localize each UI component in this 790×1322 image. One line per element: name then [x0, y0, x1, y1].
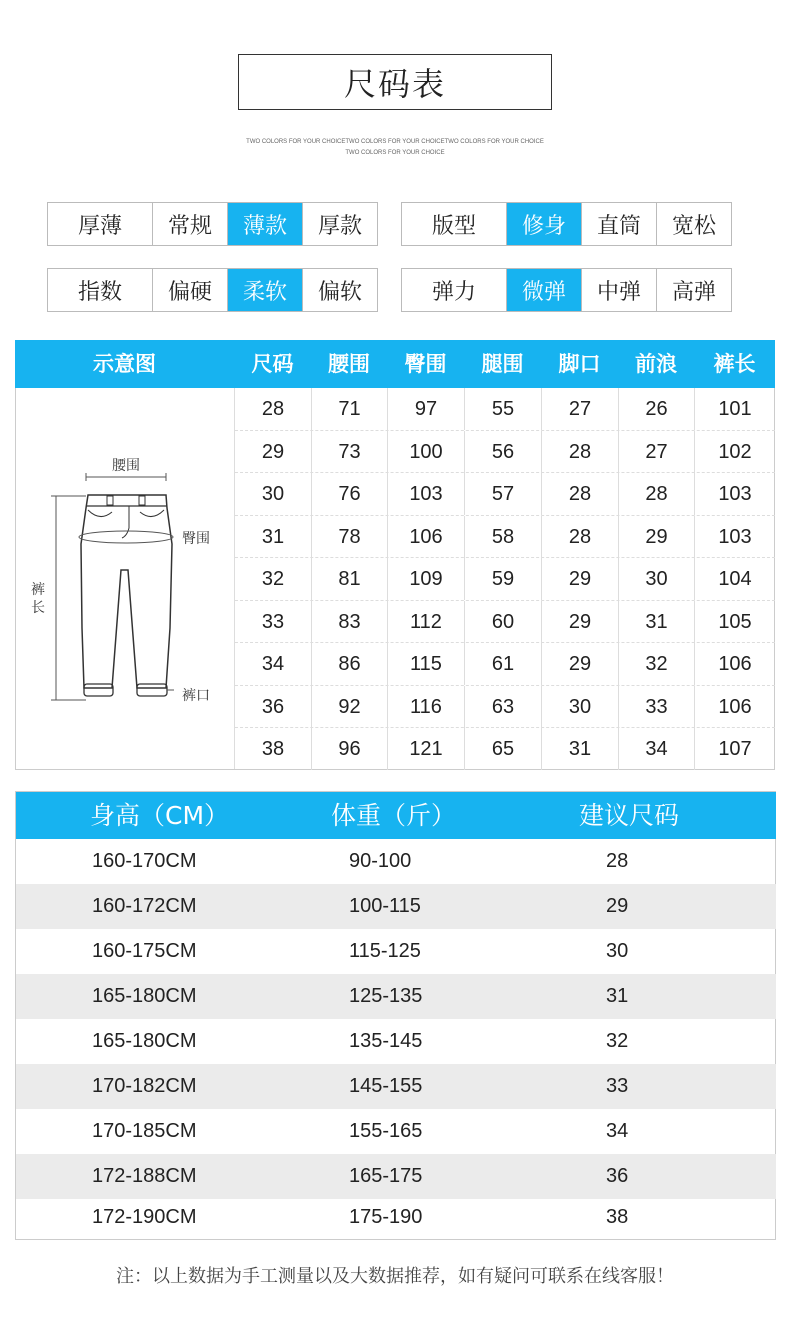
- header-hem: 脚口: [558, 352, 601, 376]
- cell-weight: 100-115: [349, 895, 421, 917]
- cell-hip: 115: [388, 643, 465, 685]
- cell-hip: 112: [388, 601, 465, 643]
- cell-weight: 135-145: [349, 1030, 423, 1052]
- cell-waist: 81: [312, 558, 388, 600]
- cell-weight: 115-125: [349, 940, 421, 962]
- hem-label: 裤口: [182, 688, 210, 704]
- cell-weight: 155-165: [349, 1120, 423, 1142]
- header-recommended-size: 建议尺码: [579, 801, 680, 830]
- disclaimer-note: 注：以上数据为手工测量以及大数据推荐，如有疑问可联系在线客服！: [116, 1266, 674, 1287]
- cell-waist: 76: [312, 473, 388, 515]
- cell-hip: 116: [388, 686, 465, 728]
- cell-size: 28: [606, 850, 629, 872]
- header-thigh: 腿围: [481, 352, 524, 376]
- cell-length: 104: [718, 568, 752, 590]
- option-stiff[interactable]: 偏硬: [152, 269, 227, 311]
- cell-hem: 29: [542, 643, 619, 685]
- option-thin[interactable]: 薄款: [227, 203, 302, 245]
- cell-height: 160-170CM: [92, 850, 197, 872]
- table-row: [235, 388, 775, 431]
- cell-size: 34: [235, 643, 312, 685]
- attribute-softness: [47, 268, 378, 312]
- waist-label: 腰围: [112, 458, 140, 474]
- cell-height: 165-180CM: [92, 1030, 197, 1052]
- length-label-2: 长: [31, 600, 45, 616]
- cell-waist: 96: [312, 728, 388, 770]
- cell-size: 34: [606, 1120, 629, 1142]
- table-row: [16, 839, 776, 884]
- table-row: [16, 884, 776, 929]
- cell-thigh: 56: [465, 431, 542, 473]
- cell-size: 38: [235, 728, 312, 770]
- table-row: [16, 929, 776, 974]
- cell-waist: 71: [312, 388, 388, 430]
- cell-rise: 29: [619, 516, 695, 558]
- attribute-label: 弹力: [431, 279, 476, 305]
- cell-rise: 28: [619, 473, 695, 515]
- cell-size: 31: [235, 516, 312, 558]
- table-row: [235, 643, 775, 686]
- option-high-stretch[interactable]: 高弹: [656, 269, 731, 311]
- table-row: [235, 558, 775, 601]
- cell-weight: 125-135: [349, 985, 423, 1007]
- header-height: 身高（CM）: [90, 801, 230, 830]
- table-row: [235, 516, 775, 559]
- header-length: 裤长: [713, 352, 756, 376]
- attribute-label: 版型: [431, 213, 476, 239]
- cell-rise: 30: [619, 558, 695, 600]
- cell-length: 105: [718, 610, 752, 633]
- cell-size: 33: [606, 1075, 629, 1097]
- cell-hip: 103: [388, 473, 465, 515]
- cell-hem: 31: [542, 728, 619, 770]
- subtitle-line-2: TWO COLORS FOR YOUR CHOICE: [345, 150, 445, 156]
- cell-size: 30: [235, 473, 312, 515]
- size-table-body: [15, 388, 775, 770]
- cell-hem: 28: [542, 431, 619, 473]
- size-table: [15, 340, 775, 770]
- cell-hem: 27: [542, 388, 619, 430]
- cell-height: 172-190CM: [92, 1206, 197, 1228]
- table-row: [16, 1064, 776, 1109]
- attribute-label: 厚薄: [77, 213, 122, 239]
- cell-length: 107: [718, 738, 752, 760]
- subtitle-line-1: TWO COLORS FOR YOUR CHOICETWO COLORS FOR YOUR CHOICETWO COLORS FOR YOUR CHOICE: [246, 139, 544, 145]
- cell-hem: 29: [542, 558, 619, 600]
- cell-size: 32: [235, 558, 312, 600]
- option-softer[interactable]: 偏软: [302, 269, 377, 311]
- cell-waist: 83: [312, 601, 388, 643]
- table-row: [235, 601, 775, 644]
- cell-height: 160-175CM: [92, 940, 197, 962]
- recommendation-table: [15, 791, 776, 1240]
- table-row: [16, 1195, 776, 1240]
- cell-hip: 97: [388, 388, 465, 430]
- cell-size: 28: [235, 388, 312, 430]
- attribute-thickness: [47, 202, 378, 246]
- cell-hem: 28: [542, 473, 619, 515]
- cell-length: 103: [718, 483, 752, 505]
- option-soft[interactable]: 柔软: [227, 269, 302, 311]
- cell-waist: 78: [312, 516, 388, 558]
- cell-rise: 27: [619, 431, 695, 473]
- cell-size: 36: [606, 1165, 629, 1187]
- table-row: [16, 1019, 776, 1064]
- cell-thigh: 61: [465, 643, 542, 685]
- table-row: [235, 431, 775, 474]
- cell-height: 172-188CM: [92, 1165, 197, 1187]
- attribute-label: 指数: [77, 279, 122, 305]
- cell-thigh: 55: [465, 388, 542, 430]
- cell-weight: 175-190: [349, 1206, 423, 1228]
- cell-rise: 26: [619, 388, 695, 430]
- cell-length: 106: [718, 695, 752, 718]
- page-title: 尺码表: [238, 54, 552, 110]
- cell-waist: 92: [312, 686, 388, 728]
- cell-hem: 30: [542, 686, 619, 728]
- option-slim[interactable]: 修身: [506, 203, 581, 245]
- table-row: [235, 473, 775, 516]
- cell-thigh: 60: [465, 601, 542, 643]
- attribute-fit: [401, 202, 732, 246]
- cell-size: 32: [606, 1030, 629, 1052]
- header-rise: 前浪: [635, 352, 677, 376]
- cell-hip: 121: [388, 728, 465, 770]
- table-row: [235, 728, 775, 771]
- cell-hip: 106: [388, 516, 465, 558]
- pants-diagram: [16, 388, 235, 769]
- cell-size: 31: [606, 985, 629, 1007]
- cell-rise: 34: [619, 728, 695, 770]
- cell-length: 106: [718, 653, 752, 675]
- cell-weight: 90-100: [349, 850, 412, 872]
- size-table-header: [15, 340, 775, 388]
- cell-rise: 31: [619, 601, 695, 643]
- cell-rise: 33: [619, 686, 695, 728]
- cell-height: 160-172CM: [92, 895, 197, 917]
- cell-rise: 32: [619, 643, 695, 685]
- option-slight-stretch[interactable]: 微弹: [506, 269, 581, 311]
- hip-label: 臀围: [182, 531, 210, 547]
- cell-size: 33: [235, 601, 312, 643]
- cell-hip: 109: [388, 558, 465, 600]
- header-weight: 体重（斤）: [331, 801, 457, 830]
- table-row: [16, 1109, 776, 1154]
- cell-height: 170-185CM: [92, 1120, 197, 1142]
- option-medium-stretch[interactable]: 中弹: [581, 269, 656, 311]
- cell-size: 29: [235, 431, 312, 473]
- cell-thigh: 58: [465, 516, 542, 558]
- option-thick[interactable]: 厚款: [302, 203, 377, 245]
- attribute-stretch: [401, 268, 732, 312]
- cell-size: 29: [606, 895, 629, 917]
- length-label-1: 裤: [31, 582, 45, 598]
- cell-waist: 86: [312, 643, 388, 685]
- header-diagram: 示意图: [93, 352, 156, 376]
- cell-weight: 165-175: [349, 1165, 423, 1187]
- cell-thigh: 65: [465, 728, 542, 770]
- cell-weight: 145-155: [349, 1075, 423, 1097]
- cell-height: 165-180CM: [92, 985, 197, 1007]
- option-regular[interactable]: 常规: [152, 203, 227, 245]
- header-waist: 腰围: [328, 352, 370, 376]
- cell-hip: 100: [388, 431, 465, 473]
- table-row: [16, 974, 776, 1019]
- cell-waist: 73: [312, 431, 388, 473]
- table-row: [16, 1154, 776, 1199]
- cell-thigh: 57: [465, 473, 542, 515]
- cell-hem: 28: [542, 516, 619, 558]
- cell-hem: 29: [542, 601, 619, 643]
- cell-thigh: 63: [465, 686, 542, 728]
- option-loose[interactable]: 宽松: [656, 203, 731, 245]
- header-hip: 臀围: [404, 352, 447, 376]
- header-size: 尺码: [251, 352, 294, 376]
- cell-length: 102: [718, 440, 752, 463]
- cell-length: 101: [718, 398, 752, 420]
- pants-illustration: [16, 388, 235, 769]
- cell-thigh: 59: [465, 558, 542, 600]
- cell-size: 38: [606, 1206, 629, 1228]
- cell-length: 103: [718, 525, 752, 548]
- recommendation-table-header: [16, 792, 776, 839]
- cell-size: 30: [606, 940, 629, 962]
- cell-size: 36: [235, 686, 312, 728]
- table-row: [235, 686, 775, 729]
- cell-height: 170-182CM: [92, 1075, 197, 1097]
- option-straight[interactable]: 直筒: [581, 203, 656, 245]
